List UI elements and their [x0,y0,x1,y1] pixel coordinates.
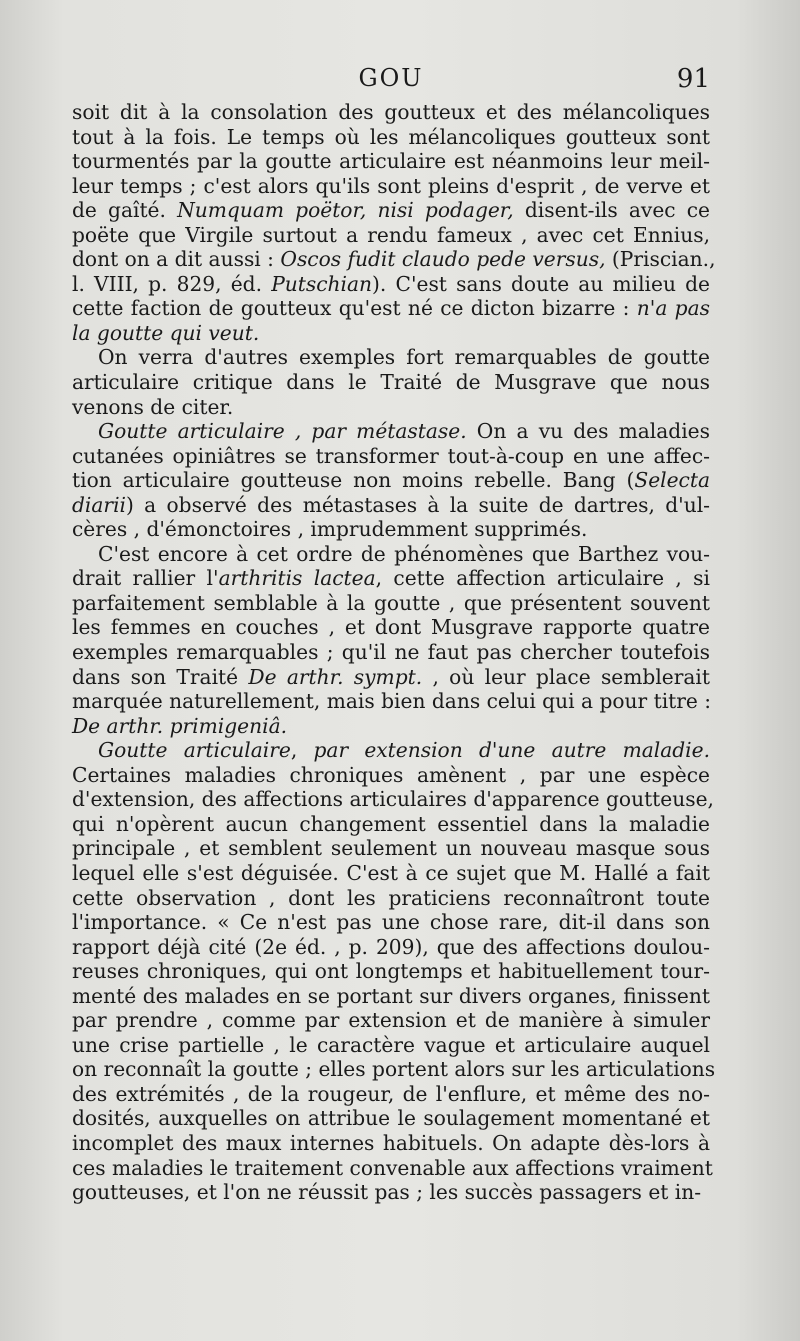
text-line [72,100,710,125]
text-run: leur temps ; c'est alors qu'ils sont pleins d'esprit , de verve et [72,173,710,198]
text-line [72,836,710,861]
text-run: de gaîté. [72,198,178,223]
text-line [72,1008,710,1033]
text-run: principale , et semblent seulement un nouveau masque sous [72,836,710,861]
italic-text: Putschian [271,271,373,296]
text-run: disent-ils avec ce [513,198,711,223]
text-run: articulaire critique dans le Traité de Musgrave que nous [72,370,710,395]
text-line [72,542,710,567]
text-run: (Priscian., [605,247,716,272]
italic-text: la goutte qui veut. [72,320,260,345]
text-run: venons de citer. [72,394,234,419]
text-line [72,640,710,665]
italic-text: arthritis lactea [218,566,376,591]
text-run: l'importance. « Ce n'est pas une chose rare, dit-il dans son [72,910,710,935]
page-number: 91 [676,64,710,94]
text-run: ). C'est sans doute au milieu de [372,271,710,296]
text-line [72,395,710,420]
text-run: dosités, auxquelles on attribue le soulagement momentané et [72,1106,710,1131]
text-line [72,689,710,714]
text-run: cères , d'émonctoires , imprudemment supprimés. [72,517,588,542]
text-line [72,444,710,469]
text-run: , cette affection articulaire , si [375,566,710,591]
text-run: par prendre , comme par extension et de manière à simuler [72,1008,710,1033]
text-line [72,174,710,199]
italic-text: diarii [72,492,126,517]
text-line [72,959,710,984]
text-line [72,591,710,616]
text-line [72,419,710,444]
text-line [72,763,710,788]
text-run: des extrémités , de la rougeur, de l'enflure, et même des no- [72,1081,710,1106]
text-run: dont on a dit aussi : [72,247,281,272]
text-run: l. VIII, p. 829, éd. [72,271,272,296]
text-line [72,812,710,837]
text-line [72,738,710,763]
text-run: On verra d'autres exemples fort remarquables de goutte [98,345,710,370]
text-run: d'extension, des affections articulaires d'apparence goutteuse, [72,787,714,812]
text-line [72,1131,710,1156]
text-run: Certaines maladies chroniques amènent , par une espèce [72,762,710,787]
italic-text: De arthr. sympt. [248,664,423,689]
text-run: drait rallier l' [72,566,219,591]
text-line [72,1057,716,1082]
text-line [72,198,710,223]
text-line [72,615,710,640]
text-run: les femmes en couches , et dont Musgrave rapporte quatre [72,615,710,640]
text-run: cutanées opiniâtres se transformer tout-à-coup en une affec- [72,443,710,468]
italic-text: De arthr. primigeniâ. [72,713,288,738]
text-line [72,861,710,886]
text-line [72,1180,710,1205]
text-line [72,566,710,591]
text-line [72,468,710,493]
text-run: dans son Traité [72,664,249,689]
text-line [72,714,710,739]
text-run: soit dit à la consolation des goutteux et des mélancoliques [72,100,710,124]
text-run: parfaitement semblable à la goutte , que présentent souvent [72,590,710,615]
text-line [72,149,710,174]
text-run: , où leur place semblerait [422,664,710,689]
text-line [72,1033,710,1058]
text-run: cette faction de goutteux qu'est né ce dicton bizarre : [72,296,637,321]
text-run: On a vu des maladies [466,419,710,444]
text-run: exemples remarquables ; qu'il ne faut pas chercher toutefois [72,640,710,665]
text-line [72,1082,710,1107]
text-line [72,665,710,690]
text-line [72,493,710,518]
text-line [72,247,716,272]
body-text [72,100,716,1205]
italic-text: Oscos fudit claudo pede versus, [280,247,606,272]
text-run: cette observation , dont les praticiens reconnaîtront toute [72,885,710,910]
italic-text: Goutte articulaire , par métastase. [98,419,467,444]
text-run: , [290,738,314,763]
text-line [72,1155,713,1181]
text-run: ) a observé des métastases à la suite de dartres, d'ul- [125,492,710,517]
text-run: tion articulaire goutteuse non moins rebelle. Bang ( [72,468,635,493]
italic-text: n'a pas [636,296,710,321]
text-run: incomplet des maux internes habituels. On adapte dès-lors à [72,1130,710,1155]
italic-text: Numquam poëtor, nisi podager, [177,198,514,223]
text-line [72,370,710,395]
text-line [72,984,710,1009]
italic-text: Selecta [634,468,710,493]
text-run: on reconnaît la goutte ; elles portent alors sur les articulations [72,1057,716,1082]
text-run: menté des malades en se portant sur divers organes, finissent [72,983,710,1008]
text-run: rapport déjà cité (2e éd. , p. 209), que des affections doulou- [72,934,710,959]
text-line [72,1106,710,1131]
text-line [72,910,710,935]
text-line [72,272,710,297]
paragraph [72,345,710,419]
paragraph [72,419,710,542]
text-run: poëte que Virgile surtout a rendu fameux , avec cet Ennius, [72,222,710,247]
text-run: goutteuses, et l'on ne réussit pas ; les succès passagers et in- [72,1180,702,1205]
italic-text: par extension d'une autre maladie. [313,738,711,763]
text-line [72,345,710,370]
text-line [72,935,710,960]
text-line [72,517,710,542]
text-line [72,125,710,150]
text-line [72,223,710,248]
text-run: lequel elle s'est déguisée. C'est à ce sujet que M. Hallé a fait [72,860,710,885]
text-run: reuses chroniques, qui ont longtemps et habituellement tour- [72,959,710,984]
text-run: C'est encore à cet ordre de phénomènes que Barthez vou- [98,541,710,566]
page-header [72,64,710,100]
text-line [72,321,710,346]
text-run: une crise partielle , le caractère vague et articulaire auquel [72,1032,710,1057]
text-line [72,296,710,321]
text-run: tout à la fois. Le temps où les mélancoliques goutteux sont [72,124,710,149]
text-line [72,787,714,812]
text-run: marquée naturellement, mais bien dans celui qui a pour titre : [72,689,712,714]
paragraph [72,542,710,738]
paragraph [72,100,716,345]
text-run: ces maladies le traitement convenable aux affections vraiment [72,1155,713,1180]
text-line [72,886,710,911]
paragraph [72,738,716,1205]
text-run: tourmentés par la goutte articulaire est néanmoins leur meil- [72,149,710,174]
running-head: GOU [358,64,424,92]
italic-text: Goutte articulaire [98,738,291,763]
text-run: qui n'opèrent aucun changement essentiel dans la maladie [72,811,710,836]
